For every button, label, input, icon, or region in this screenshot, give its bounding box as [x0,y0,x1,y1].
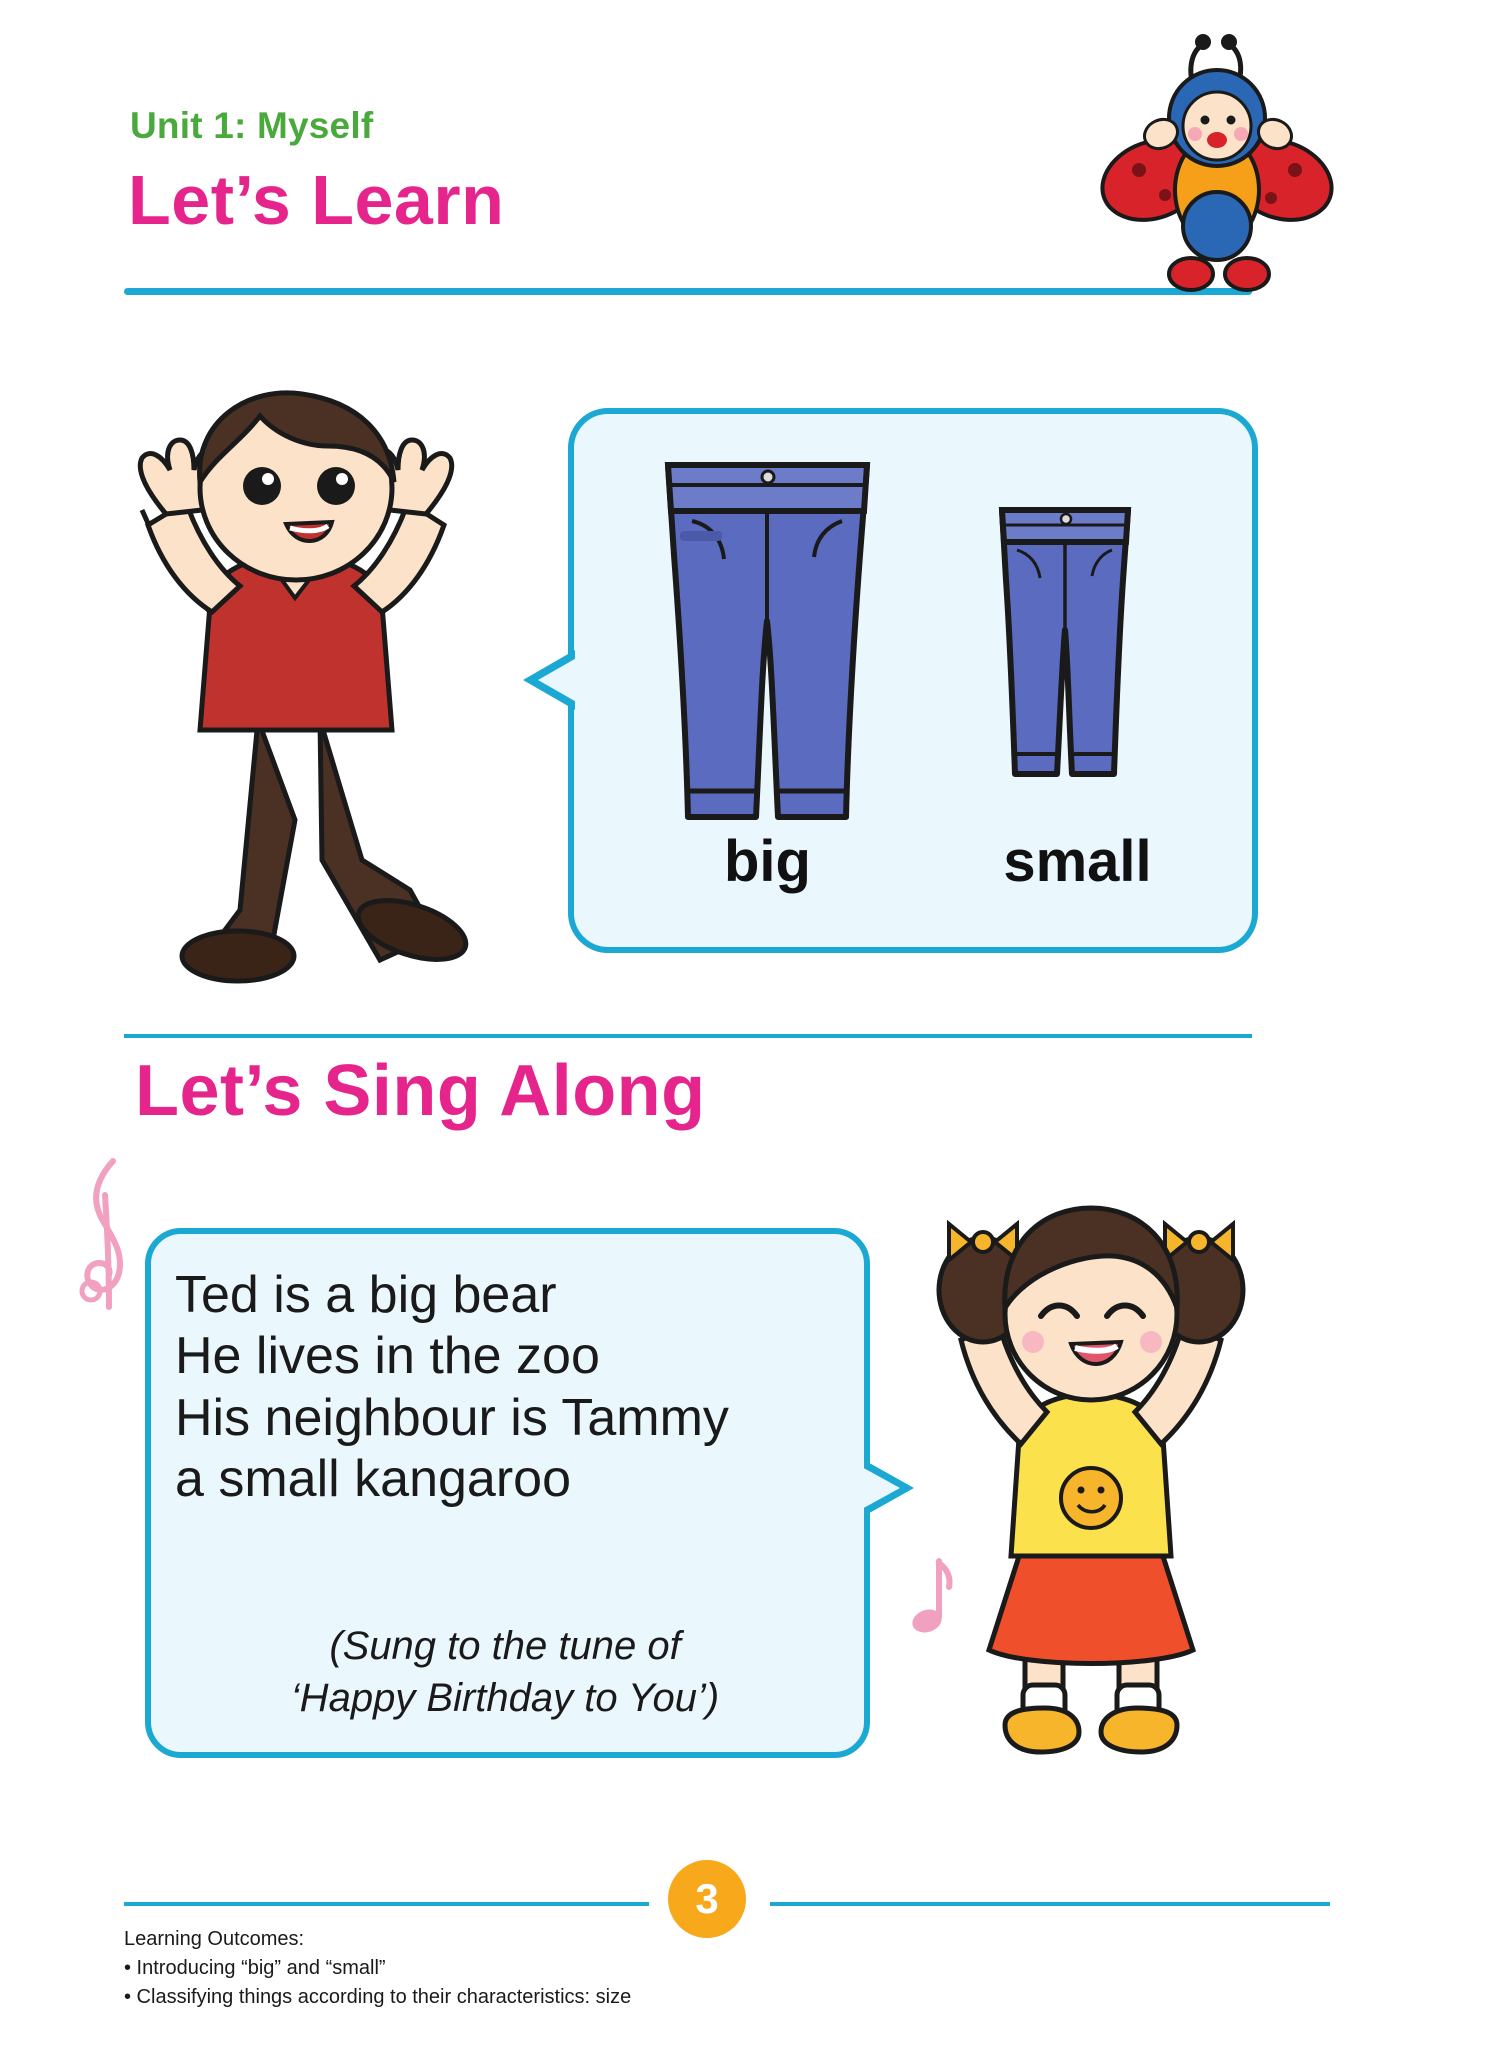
lyric-line: a small kangaroo [175,1450,571,1509]
section-divider [124,1034,1252,1038]
lyric-line: He lives in the zoo [175,1327,600,1386]
tune-line-1: (Sung to the tune of [329,1624,681,1668]
jeans-big-icon [650,435,885,835]
lyric-line: Ted is a big bear [175,1266,557,1324]
lyric-line: His neighbour is Tammy [175,1388,729,1447]
footer-divider-right [770,1902,1330,1906]
girl-illustration [875,1180,1305,1790]
unit-label: Unit 1: Myself [130,105,374,146]
tune-line-2: ‘Happy Birthday to You’) [290,1676,720,1720]
page-title: Let’s Learn [128,161,505,239]
word-label-small: small [1003,829,1152,894]
jeans-small-icon [990,488,1140,788]
sing-along-title: Let’s Sing Along [135,1051,706,1131]
learn-bubble-tail-inner [538,656,580,704]
song-tune-note [175,1620,835,1724]
treble-clef-icon [75,1155,145,1315]
ladybug-mascot-icon [1095,30,1345,300]
page-number-badge: 3 [668,1860,746,1938]
learning-outcome-item: • Classifying things according to their characteristics: size [124,1986,632,2008]
learning-outcome-item: • Introducing “big” and “small” [124,1957,386,1979]
footer-divider-left [124,1902,649,1906]
learning-outcomes-title: Learning Outcomes: [124,1928,305,1950]
learning-outcomes [124,1925,631,2012]
boy-illustration [90,390,520,990]
header-divider [124,288,1252,295]
word-label-big: big [724,829,811,894]
song-lyrics [175,1265,835,1510]
